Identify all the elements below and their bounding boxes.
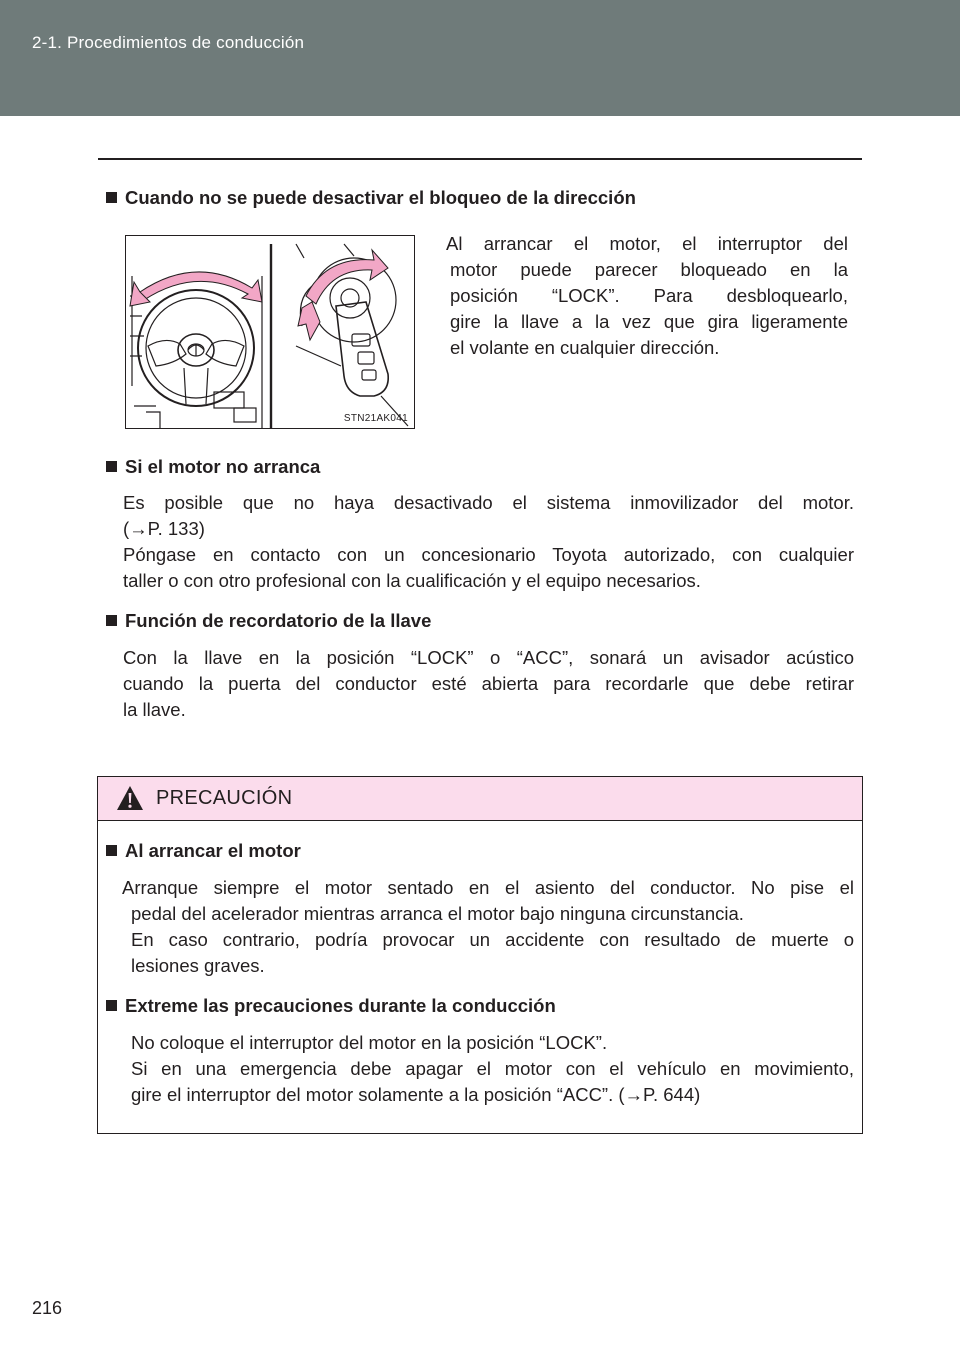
text-line: la llave. — [123, 699, 186, 720]
bullet-square-icon — [106, 192, 117, 203]
text-line: el volante en cualquier dirección. — [450, 337, 720, 358]
caution-item1-text — [122, 875, 854, 979]
text-line: No coloque el interruptor del motor en la posición “LOCK”. — [131, 1032, 608, 1053]
header-band — [0, 0, 960, 116]
heading-engine-start — [106, 455, 320, 479]
text-line: (→P. 133) — [123, 518, 205, 539]
caution-item2-heading-text: Extreme las precauciones durante la conducción — [125, 995, 556, 1016]
steering-lock-illustration — [125, 235, 415, 429]
text-line: Es posible que no haya desactivado el sistema inmovilizador del motor. — [123, 492, 854, 513]
steering-wheel-and-key-drawing — [126, 236, 415, 429]
page-number: 216 — [32, 1298, 63, 1318]
figure-code: STN21AK041 — [343, 413, 408, 424]
caution-title: PRECAUCIÓN — [156, 787, 293, 809]
bullet-square-icon — [106, 1000, 117, 1011]
caution-header — [98, 777, 862, 821]
text-line: Con la llave en la posición “LOCK” o “ACC”, sonará un avisador acústico — [123, 647, 854, 668]
caution-item1-heading-text: Al arrancar el motor — [125, 840, 301, 861]
heading-key-reminder — [106, 609, 431, 633]
steering-lock-text — [446, 231, 848, 361]
engine-start-text — [123, 490, 854, 594]
text-line: Póngase en contacto con un concesionario Toyota autorizado, con cualquier — [123, 544, 854, 565]
text-line: gire el interruptor del motor solamente a la posición “ACC”. (→P. 644) — [131, 1084, 701, 1105]
text-line: posición “LOCK”. Para desbloquearlo, — [450, 285, 848, 306]
text-line: cuando la puerta del conductor esté abierta para recordarle que debe retirar — [123, 673, 854, 694]
key-reminder-text — [123, 645, 854, 723]
caution-item2-text — [131, 1030, 854, 1108]
caution-box — [97, 776, 863, 1134]
text-line: motor puede parecer bloqueado en la — [450, 259, 848, 280]
bullet-square-icon — [106, 461, 117, 472]
bullet-square-icon — [106, 845, 117, 856]
text-line: taller o con otro profesional con la cualificación y el equipo necesarios. — [123, 570, 701, 591]
text-line: En caso contrario, podría provocar un accidente con resultado de muerte o — [131, 929, 854, 950]
section-title: 2-1. Procedimientos de conducción — [32, 33, 305, 52]
text-line: Al arrancar el motor, el interruptor del — [446, 233, 848, 254]
top-rule — [98, 158, 862, 160]
text-line: lesiones graves. — [131, 955, 265, 976]
heading-key-reminder-text: Función de recordatorio de la llave — [125, 610, 432, 631]
text-line: gire la llave a la vez que gira ligeramente — [450, 311, 848, 332]
heading-engine-start-text: Si el motor no arranca — [125, 456, 321, 477]
heading-steering-lock — [106, 186, 636, 210]
caution-item1-heading — [106, 839, 301, 863]
text-line: Arranque siempre el motor sentado en el asiento del conductor. No pise el — [122, 877, 854, 898]
heading-steering-lock-text: Cuando no se puede desactivar el bloqueo de la dirección — [125, 187, 636, 208]
caution-item2-heading — [106, 994, 556, 1018]
warning-triangle-icon — [116, 785, 144, 811]
bullet-square-icon — [106, 615, 117, 626]
text-line: pedal del acelerador mientras arranca el motor bajo ninguna circunstancia. — [131, 903, 744, 924]
text-line: Si en una emergencia debe apagar el motor con el vehículo en movimiento, — [131, 1058, 854, 1079]
